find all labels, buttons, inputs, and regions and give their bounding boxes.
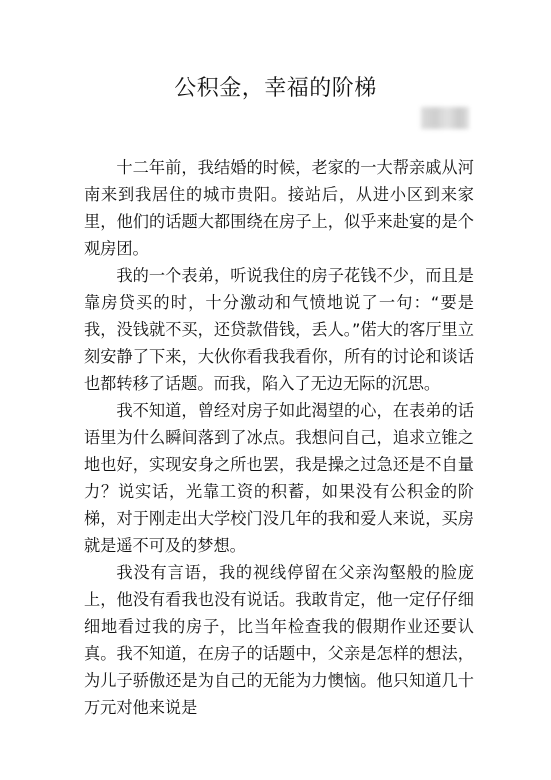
paragraph-1: 十二年前，我结婚的时候，老家的一大帮亲戚从河南来到我居住的城市贵阳。接站后，从进小区到来家里，他们的话题大都围绕在房子上，似乎来赴宴的是个观房团。 xyxy=(84,158,474,258)
article-body xyxy=(84,154,474,721)
blurred-author-name xyxy=(421,107,469,129)
paragraph-2: 我的一个表弟，听说我住的房子花钱不少，而且是靠房贷买的时，十分激动和气愤地说了一句：“要是我，没钱就不买，还贷款借钱，丢人。”偌大的客厅里立刻安静了下来，大伙你看我我看你，所有的讨论和谈话也都转移了话题。而我，陷入了无边无际的沉思。 xyxy=(84,266,474,393)
paragraph-3: 我不知道，曾经对房子如此渴望的心，在表弟的话语里为什么瞬间落到了冰点。我想问自己，追求立锥之地也好，实现安身之所也罢，我是操之过急还是不自量力？说实话，光靠工资的积蓄，如果没有公积金的阶梯，对于刚走出大学校门没几年的我和爱人来说，买房就是遥不可及的梦想。 xyxy=(84,401,474,555)
article-title: 公积金，幸福的阶梯 xyxy=(174,76,377,101)
paragraph-4: 我没有言语，我的视线停留在父亲沟壑般的脸庞上，他没有看我也没有说话。我敢肯定，他一定仔仔细细地看过我的房子，比当年检查我的假期作业还要认真。我不知道，在房子的话题中，父亲是怎样的想法，为儿子骄傲还是为自己的无能为力懊恼。他只知道几十万元对他来说是 xyxy=(84,563,474,717)
